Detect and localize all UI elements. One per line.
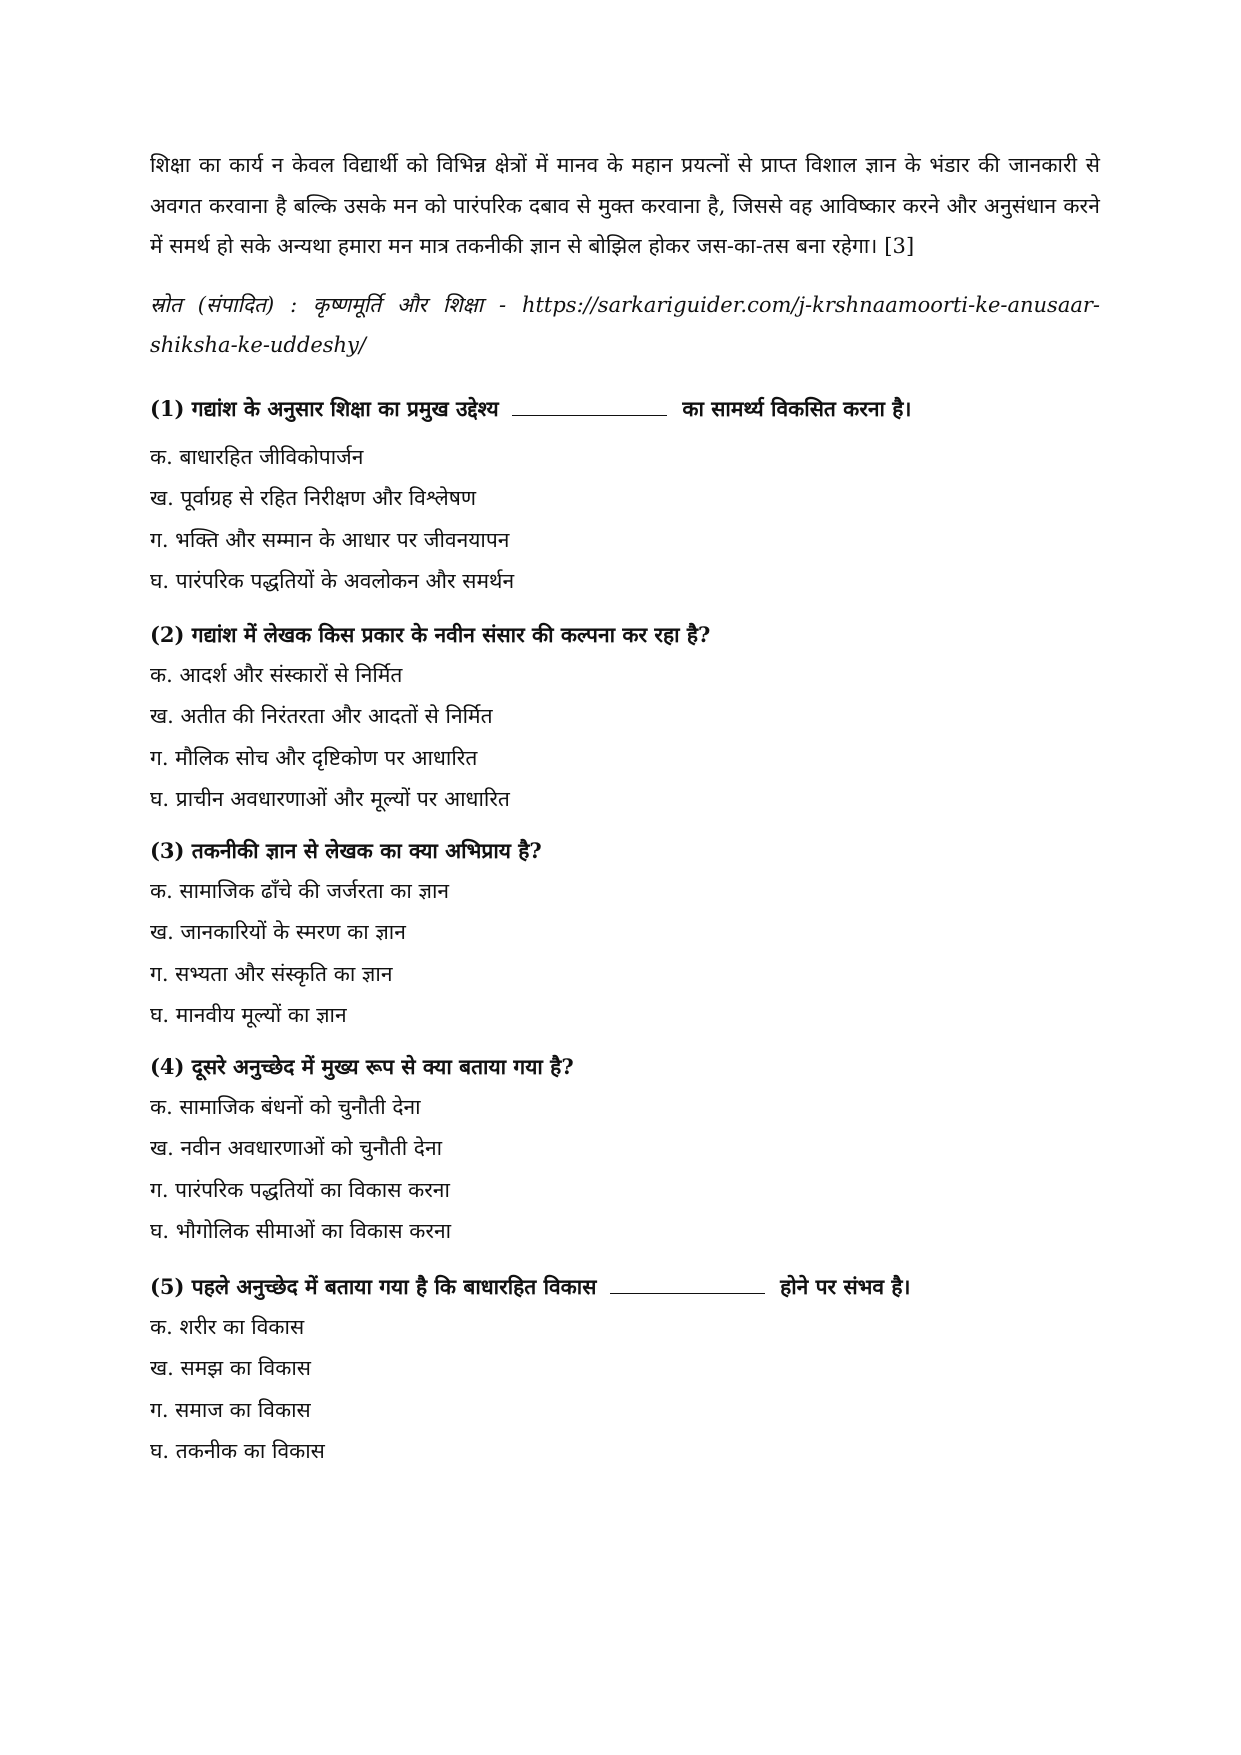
option-ka: क. आदर्श और संस्कारों से निर्मित [150, 662, 403, 687]
source-citation: स्रोत (संपादित) : कृष्णमूर्ति और शिक्षा - https://sarkariguider.com/j-krshnaamoorti-ke-anusaar-shiksha-ke-uddeshy/ [150, 292, 1100, 357]
option-kha: ख. अतीत की निरंतरता और आदतों से निर्मित [150, 704, 493, 728]
option-kha: ख. पूर्वाग्रह से रहित निरीक्षण और विश्लेषण [150, 486, 477, 510]
question-4 [150, 1047, 1100, 1253]
question-3-text: (3) तकनीकी ज्ञान से लेखक का क्या अभिप्राय है? [150, 837, 542, 863]
option-ka: क. बाधारहित जीविकोपार्जन [150, 444, 364, 469]
option-kha: ख. समझ का विकास [150, 1356, 311, 1380]
option-gha: घ. तकनीक का विकास [150, 1439, 325, 1463]
question-2-text: (2) गद्यांश में लेखक किस प्रकार के नवीन संसार की कल्पना कर रहा है? [150, 621, 711, 647]
option-ga: ग. मौलिक सोच और दृष्टिकोण पर आधारित [150, 745, 478, 770]
option-kha: ख. नवीन अवधारणाओं को चुनौती देना [150, 1136, 443, 1160]
option-gha: घ. भौगोलिक सीमाओं का विकास करना [150, 1219, 452, 1243]
option-gha: घ. प्राचीन अवधारणाओं और मूल्यों पर आधारित [150, 787, 510, 811]
question-4-options [150, 1087, 1100, 1253]
question-5-text [150, 1267, 1100, 1307]
question-1-prefix: (1) गद्यांश के अनुसार शिक्षा का प्रमुख उद्देश्य [150, 395, 499, 421]
question-1 [150, 389, 1100, 603]
question-2 [150, 615, 1100, 821]
option-gha: घ. पारंपरिक पद्धतियों के अवलोकन और समर्थन [150, 569, 515, 593]
option-ka: क. शरीर का विकास [150, 1314, 305, 1339]
option-ga: ग. पारंपरिक पद्धतियों का विकास करना [150, 1177, 450, 1202]
question-5 [150, 1267, 1100, 1473]
question-1-text [150, 389, 1100, 429]
document-page [150, 145, 1100, 1473]
answer-blank [512, 391, 667, 416]
option-ga: ग. सभ्यता और संस्कृति का ज्ञान [150, 961, 393, 986]
question-4-text: (4) दूसरे अनुच्छेद में मुख्य रूप से क्या बताया गया है? [150, 1053, 574, 1079]
question-1-suffix: का सामर्थ्य विकसित करना है। [682, 395, 912, 421]
option-ga: ग. समाज का विकास [150, 1397, 311, 1422]
question-3-options [150, 871, 1100, 1037]
option-kha: ख. जानकारियों के स्मरण का ज्ञान [150, 920, 406, 944]
question-5-suffix: होने पर संभव है। [780, 1273, 911, 1299]
option-ka: क. सामाजिक बंधनों को चुनौती देना [150, 1094, 421, 1119]
answer-blank [610, 1269, 765, 1294]
question-2-options [150, 655, 1100, 821]
question-3 [150, 831, 1100, 1037]
question-1-options [150, 437, 1100, 603]
option-ga: ग. भक्ति और सम्मान के आधार पर जीवनयापन [150, 527, 510, 552]
question-5-options [150, 1307, 1100, 1473]
option-gha: घ. मानवीय मूल्यों का ज्ञान [150, 1003, 347, 1027]
question-5-prefix: (5) पहले अनुच्छेद में बताया गया है कि बाधारहित विकास [150, 1273, 597, 1299]
passage-paragraph: शिक्षा का कार्य न केवल विद्यार्थी को विभिन्न क्षेत्रों में मानव के महान प्रयत्नों से प्राप्त विशाल ज्ञान के भंडार की जानकारी से अवगत करवाना है बल्कि उसके मन को पारंपरिक दबाव से मुक्त करवाना है, जिससे वह आविष्कार करने और अनुसंधान करने में समर्थ हो सके अन्यथा हमारा मन मात्र तकनीकी ज्ञान से बोझिल होकर जस-का-तस बना रहेगा। [3] [150, 153, 1100, 258]
option-ka: क. सामाजिक ढाँचे की जर्जरता का ज्ञान [150, 878, 450, 903]
